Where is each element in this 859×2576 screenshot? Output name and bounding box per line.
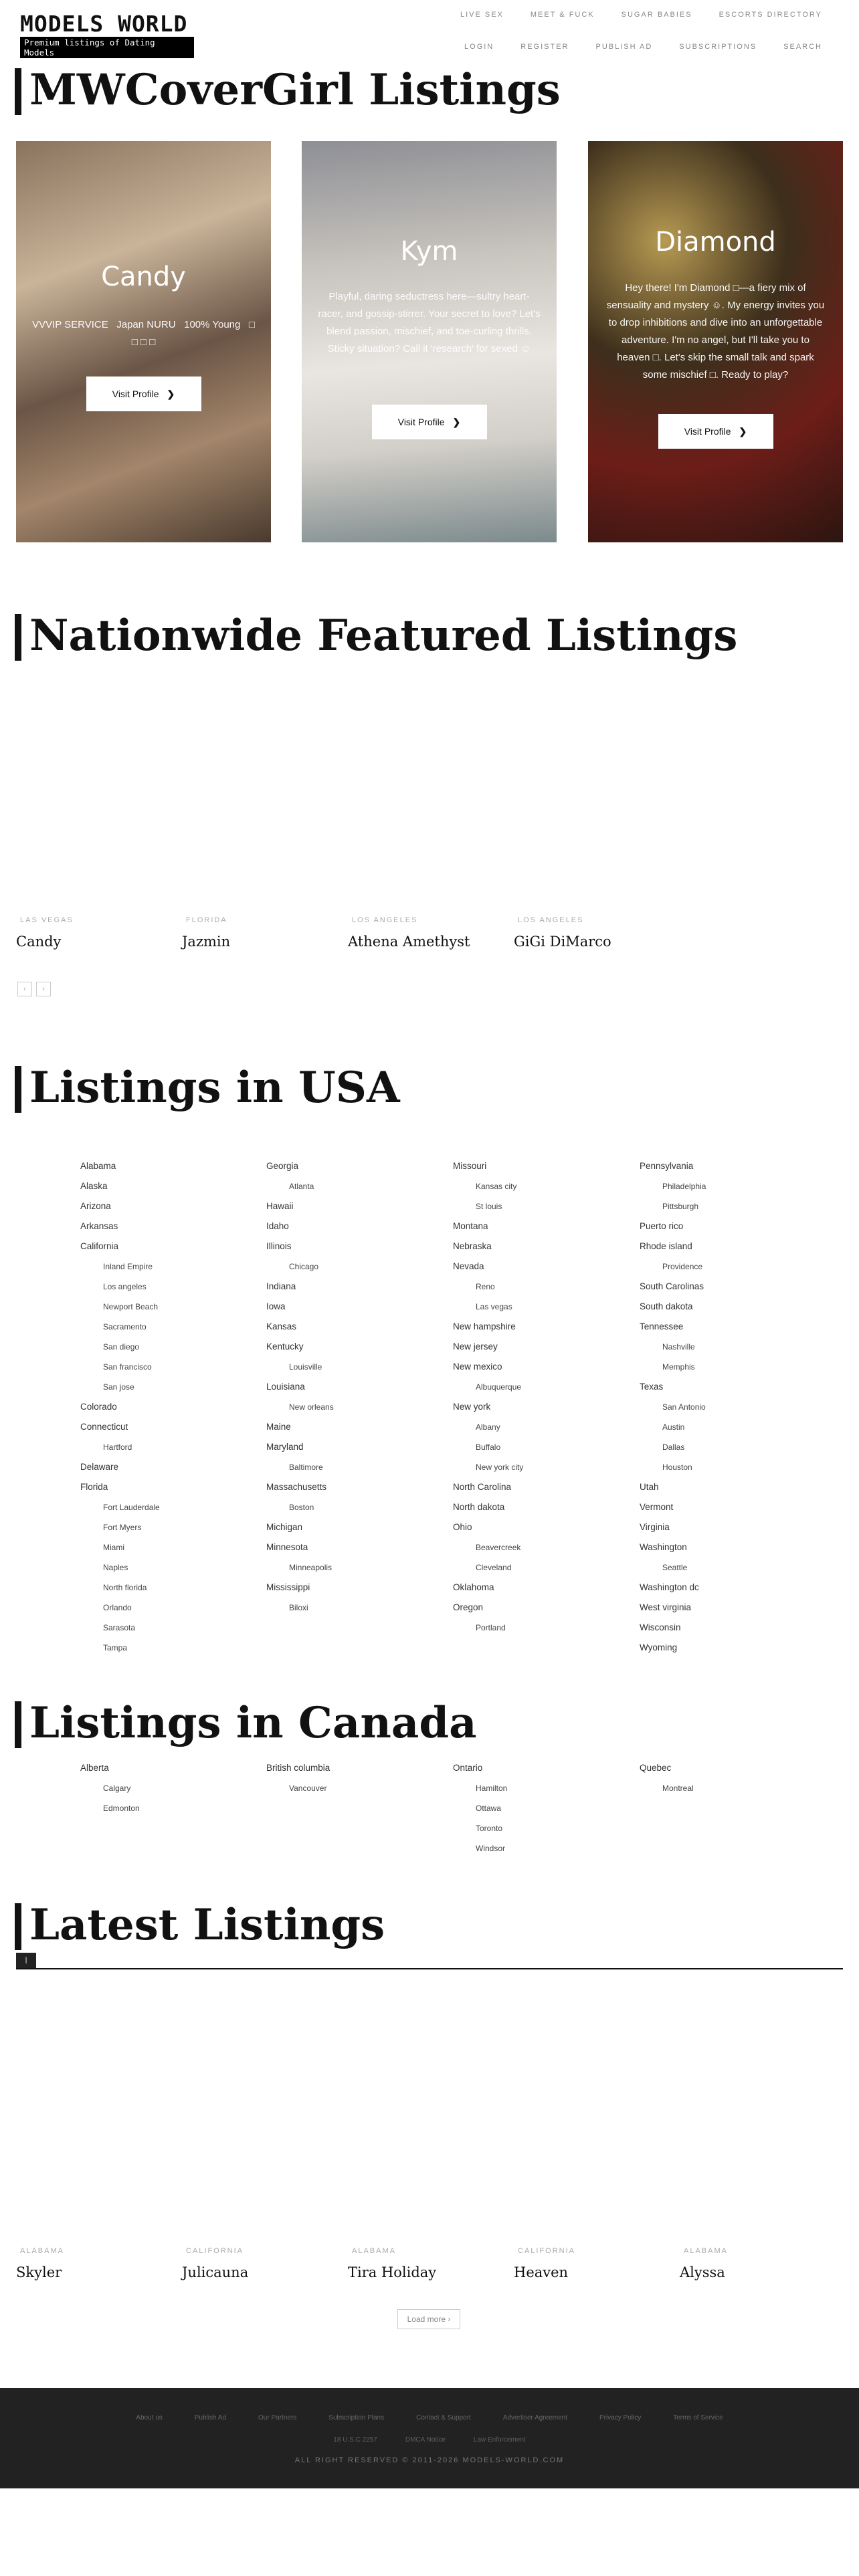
copyright: ALL RIGHT RESERVED © 2011-2026 MODELS-WORLD.COM <box>294 2456 565 2464</box>
site-logo[interactable] <box>20 12 194 59</box>
featured-item[interactable] <box>182 916 329 950</box>
city-link[interactable]: Ottawa <box>476 1804 502 1813</box>
footer-link-about[interactable]: About us <box>136 2414 163 2422</box>
city-link[interactable]: San Antonio <box>662 1402 706 1412</box>
city-link[interactable]: Atlanta <box>289 1182 314 1191</box>
nav-subscriptions[interactable]: SUBSCRIPTIONS <box>679 43 757 51</box>
city-link[interactable]: Fort Lauderdale <box>103 1503 160 1512</box>
city-link[interactable]: Reno <box>476 1282 495 1291</box>
state-link[interactable]: California <box>80 1241 119 1251</box>
city-link[interactable]: Orlando <box>103 1603 132 1612</box>
cover-description: VVVIP SERVICE Japan NURU 100% Young □ □ □ □ <box>32 319 255 348</box>
top-nav-primary <box>434 11 822 19</box>
city-link[interactable]: Miami <box>103 1543 124 1552</box>
featured-location: FLORIDA <box>186 916 227 924</box>
city-link[interactable]: Toronto <box>476 1824 503 1833</box>
canada-column <box>266 1758 330 1798</box>
latest-location: ALABAMA <box>20 2247 64 2255</box>
latest-name[interactable]: Julicauna <box>182 2264 249 2280</box>
footer-legal-links <box>0 2436 859 2444</box>
city-link[interactable]: Naples <box>103 1563 128 1572</box>
load-more-button[interactable]: Load more › <box>397 2309 460 2329</box>
featured-item[interactable] <box>348 916 495 950</box>
featured-pager <box>17 982 51 996</box>
state-link[interactable]: Indiana <box>266 1281 296 1291</box>
state-link[interactable]: Kentucky <box>266 1341 304 1352</box>
usa-column <box>266 1156 334 1618</box>
latest-name[interactable]: Skyler <box>16 2264 62 2280</box>
city-link[interactable]: Memphis <box>662 1362 695 1372</box>
latest-name[interactable]: Alyssa <box>680 2264 725 2280</box>
featured-location: LAS VEGAS <box>20 916 74 924</box>
state-link[interactable]: Rhode island <box>640 1241 692 1251</box>
latest-tab-divider <box>16 1968 843 1969</box>
state-link[interactable]: Georgia <box>266 1161 299 1171</box>
city-link[interactable]: Providence <box>662 1262 703 1271</box>
site-footer <box>0 2388 859 2488</box>
state-link[interactable]: Oregon <box>453 1602 484 1612</box>
nav-live-sex[interactable]: LIVE SEX <box>460 11 504 19</box>
featured-name[interactable]: Jazmin <box>182 934 231 950</box>
city-link[interactable]: Baltimore <box>289 1463 323 1472</box>
city-link[interactable]: Dallas <box>662 1442 685 1452</box>
state-link[interactable]: Maine <box>266 1422 291 1432</box>
city-link[interactable]: St louis <box>476 1202 502 1211</box>
city-link[interactable]: Chicago <box>289 1262 319 1271</box>
nav-login[interactable]: LOGIN <box>464 43 494 51</box>
state-link[interactable]: Utah <box>640 1482 659 1492</box>
cover-description: Hey there! I'm Diamond □—a fiery mix of sensuality and mystery ☺. My energy invites you to drop inhibitions and dive into an unforgettable adventure. I'm no angel, but I'll take you to heaven □. Let's skip the small talk and spark some mischief □. Ready to play? <box>606 282 825 381</box>
city-link[interactable]: Portland <box>476 1623 506 1632</box>
visit-profile-button[interactable] <box>86 377 201 411</box>
state-link[interactable]: Maryland <box>266 1442 304 1452</box>
city-link[interactable]: Kansas city <box>476 1182 517 1191</box>
latest-location: CALIFORNIA <box>186 2247 244 2255</box>
cover-name: Kym <box>400 236 458 267</box>
logo-subtitle: Premium listings of Dating Models <box>20 37 194 58</box>
footer-link-agreement[interactable]: Advertiser Agreement <box>502 2414 567 2422</box>
state-link[interactable]: Puerto rico <box>640 1221 684 1231</box>
canada-column <box>80 1758 140 1818</box>
state-link[interactable]: Vermont <box>640 1502 674 1512</box>
state-link[interactable]: New mexico <box>453 1362 502 1372</box>
state-link[interactable]: Missouri <box>453 1161 487 1171</box>
chevron-right-icon: ❯ <box>739 426 747 437</box>
state-link[interactable]: Wyoming <box>640 1642 678 1652</box>
state-link[interactable]: North dakota <box>453 1502 505 1512</box>
city-link[interactable]: Edmonton <box>103 1804 140 1813</box>
city-link[interactable]: San diego <box>103 1342 140 1352</box>
footer-link-2257[interactable]: 18 U.S.C 2257 <box>333 2436 377 2444</box>
state-link[interactable]: Iowa <box>266 1301 286 1311</box>
footer-link-plans[interactable]: Subscription Plans <box>328 2414 385 2422</box>
featured-item[interactable] <box>16 916 163 950</box>
city-link[interactable]: San jose <box>103 1382 134 1392</box>
visit-profile-button[interactable] <box>658 414 773 449</box>
state-link[interactable]: Florida <box>80 1482 108 1492</box>
state-link[interactable]: Kansas <box>266 1321 297 1331</box>
state-link[interactable]: Delaware <box>80 1462 119 1472</box>
city-link[interactable]: Nashville <box>662 1342 695 1352</box>
city-link[interactable]: Houston <box>662 1463 692 1472</box>
city-link[interactable]: Calgary <box>103 1784 131 1793</box>
state-link[interactable]: Minnesota <box>266 1542 308 1552</box>
cover-section-title: MWCoverGirl Listings <box>15 64 561 116</box>
footer-link-terms[interactable]: Terms of Service <box>673 2414 723 2422</box>
state-link[interactable]: Ontario <box>453 1763 483 1773</box>
state-link[interactable]: Arkansas <box>80 1221 118 1231</box>
state-link[interactable]: Tennessee <box>640 1321 684 1331</box>
chevron-right-icon: ❯ <box>167 389 175 399</box>
city-link[interactable]: Inland Empire <box>103 1262 153 1271</box>
latest-location: ALABAMA <box>352 2247 396 2255</box>
featured-location: LOS ANGELES <box>352 916 418 924</box>
city-link[interactable]: Biloxi <box>289 1603 308 1612</box>
prev-page-button[interactable]: ‹ <box>17 982 32 996</box>
footer-link-partners[interactable]: Our Partners <box>258 2414 297 2422</box>
footer-link-law[interactable]: Law Enforcement <box>473 2436 526 2444</box>
latest-item[interactable] <box>348 2247 495 2280</box>
state-link[interactable]: South dakota <box>640 1301 693 1311</box>
state-link[interactable]: Nebraska <box>453 1241 492 1251</box>
state-link[interactable]: New hampshire <box>453 1321 516 1331</box>
city-link[interactable]: Beavercreek <box>476 1543 521 1552</box>
featured-location: LOS ANGELES <box>518 916 584 924</box>
city-link[interactable]: Tampa <box>103 1643 128 1652</box>
city-link[interactable]: Cleveland <box>476 1563 512 1572</box>
canada-column <box>453 1758 507 1858</box>
state-link[interactable]: Nevada <box>453 1261 484 1271</box>
nav-escorts-directory[interactable]: ESCORTS DIRECTORY <box>719 11 822 19</box>
city-link[interactable]: Buffalo <box>476 1442 501 1452</box>
city-link[interactable]: Vancouver <box>289 1784 327 1793</box>
featured-section-title: Nationwide Featured Listings <box>15 610 737 662</box>
state-link[interactable]: Pennsylvania <box>640 1161 694 1171</box>
city-link[interactable]: San francisco <box>103 1362 152 1372</box>
state-link[interactable]: Quebec <box>640 1763 672 1773</box>
latest-name[interactable]: Heaven <box>514 2264 569 2280</box>
latest-item[interactable] <box>514 2247 661 2280</box>
state-link[interactable]: Alberta <box>80 1763 109 1773</box>
state-link[interactable]: Arizona <box>80 1201 111 1211</box>
latest-item[interactable] <box>182 2247 329 2280</box>
cover-name: Diamond <box>655 227 776 257</box>
usa-column <box>453 1156 523 1638</box>
state-link[interactable]: Alabama <box>80 1161 116 1171</box>
state-link[interactable]: Oklahoma <box>453 1582 494 1592</box>
featured-name[interactable]: Athena Amethyst <box>348 934 470 950</box>
state-link[interactable]: Hawaii <box>266 1201 294 1211</box>
logo-title: MODELS WORLD <box>20 11 188 37</box>
next-page-button[interactable]: › <box>36 982 51 996</box>
state-link[interactable]: Wisconsin <box>640 1622 681 1632</box>
footer-link-publish[interactable]: Publish Ad <box>194 2414 227 2422</box>
chevron-right-icon: ❯ <box>452 417 461 427</box>
city-link[interactable]: Montreal <box>662 1784 694 1793</box>
city-link[interactable]: New orleans <box>289 1402 334 1412</box>
city-link[interactable]: Austin <box>662 1422 685 1432</box>
city-link[interactable]: North florida <box>103 1583 147 1592</box>
canada-section-title: Listings in Canada <box>15 1697 477 1749</box>
nav-publish-ad[interactable]: PUBLISH AD <box>595 43 653 51</box>
state-link[interactable]: Illinois <box>266 1241 292 1251</box>
city-link[interactable]: Los angeles <box>103 1282 147 1291</box>
top-nav-secondary <box>438 43 822 51</box>
cover-name: Candy <box>101 261 186 292</box>
state-link[interactable]: Idaho <box>266 1221 289 1231</box>
city-link[interactable]: Windsor <box>476 1844 506 1853</box>
city-link[interactable]: New york city <box>476 1463 524 1472</box>
footer-links <box>0 2414 859 2422</box>
nav-meet-fuck[interactable]: MEET & FUCK <box>530 11 595 19</box>
latest-location: ALABAMA <box>684 2247 728 2255</box>
city-link[interactable]: Hamilton <box>476 1784 508 1793</box>
latest-section-title: Latest Listings <box>15 1899 385 1951</box>
city-link[interactable]: Albany <box>476 1422 500 1432</box>
cover-description: Playful, daring seductress here—sultry heart-racer, and gossip-stirrer. Your secret to love? Let's blend passion, mischief, and toe-curling thrills. Sticky situation? Call it 'research' for sexed ☺ <box>318 291 541 354</box>
latest-tab[interactable]: | <box>16 1953 36 1969</box>
city-link[interactable]: Pittsburgh <box>662 1202 699 1211</box>
nav-sugar-babies[interactable]: SUGAR BABIES <box>621 11 692 19</box>
state-link[interactable]: South Carolinas <box>640 1281 704 1291</box>
latest-item[interactable] <box>16 2247 163 2280</box>
canada-column <box>640 1758 694 1798</box>
usa-column <box>640 1156 706 1658</box>
featured-item[interactable] <box>514 916 661 950</box>
cover-card[interactable] <box>16 141 271 542</box>
city-link[interactable]: Hartford <box>103 1442 132 1452</box>
state-link[interactable]: Mississippi <box>266 1582 310 1592</box>
latest-item[interactable] <box>680 2247 827 2280</box>
city-link[interactable]: Seattle <box>662 1563 688 1572</box>
latest-name[interactable]: Tira Holiday <box>348 2264 437 2280</box>
state-link[interactable]: Montana <box>453 1221 488 1231</box>
cover-card[interactable] <box>588 141 843 542</box>
city-link[interactable]: Minneapolis <box>289 1563 332 1572</box>
footer-link-privacy[interactable]: Privacy Policy <box>599 2414 642 2422</box>
state-link[interactable]: Michigan <box>266 1522 303 1532</box>
state-link[interactable]: Texas <box>640 1382 664 1392</box>
city-link[interactable]: Sarasota <box>103 1623 136 1632</box>
state-link[interactable]: British columbia <box>266 1763 330 1773</box>
nav-search[interactable]: SEARCH <box>783 43 822 51</box>
visit-profile-button[interactable] <box>372 405 487 439</box>
state-link[interactable]: New jersey <box>453 1341 498 1352</box>
state-link[interactable]: Massachusetts <box>266 1482 327 1492</box>
visit-profile-label: Visit Profile <box>684 426 731 437</box>
usa-column <box>80 1156 160 1658</box>
state-link[interactable]: Louisiana <box>266 1382 305 1392</box>
city-link[interactable]: Albuquerque <box>476 1382 522 1392</box>
usa-section-title: Listings in USA <box>15 1062 400 1114</box>
state-link[interactable]: Alaska <box>80 1181 108 1191</box>
city-link[interactable]: Boston <box>289 1503 314 1512</box>
state-link[interactable]: Washington dc <box>640 1582 699 1592</box>
state-link[interactable]: West virginia <box>640 1602 692 1612</box>
state-link[interactable]: Colorado <box>80 1402 117 1412</box>
latest-location: CALIFORNIA <box>518 2247 576 2255</box>
city-link[interactable]: Louisville <box>289 1362 322 1372</box>
featured-name[interactable]: Candy <box>16 934 62 950</box>
city-link[interactable]: Las vegas <box>476 1302 512 1311</box>
state-link[interactable]: Ohio <box>453 1522 472 1532</box>
state-link[interactable]: Connecticut <box>80 1422 128 1432</box>
city-link[interactable]: Sacramento <box>103 1322 147 1331</box>
cover-card[interactable] <box>302 141 557 542</box>
footer-link-dmca[interactable]: DMCA Notice <box>405 2436 446 2444</box>
state-link[interactable]: Virginia <box>640 1522 670 1532</box>
visit-profile-label: Visit Profile <box>397 417 445 427</box>
city-link[interactable]: Newport Beach <box>103 1302 159 1311</box>
visit-profile-label: Visit Profile <box>112 389 159 399</box>
city-link[interactable]: Philadelphia <box>662 1182 706 1191</box>
state-link[interactable]: New york <box>453 1402 491 1412</box>
footer-link-contact[interactable]: Contact & Support <box>416 2414 471 2422</box>
state-link[interactable]: Washington <box>640 1542 687 1552</box>
state-link[interactable]: North Carolina <box>453 1482 512 1492</box>
featured-name[interactable]: GiGi DiMarco <box>514 934 611 950</box>
nav-register[interactable]: REGISTER <box>520 43 569 51</box>
city-link[interactable]: Fort Myers <box>103 1523 142 1532</box>
